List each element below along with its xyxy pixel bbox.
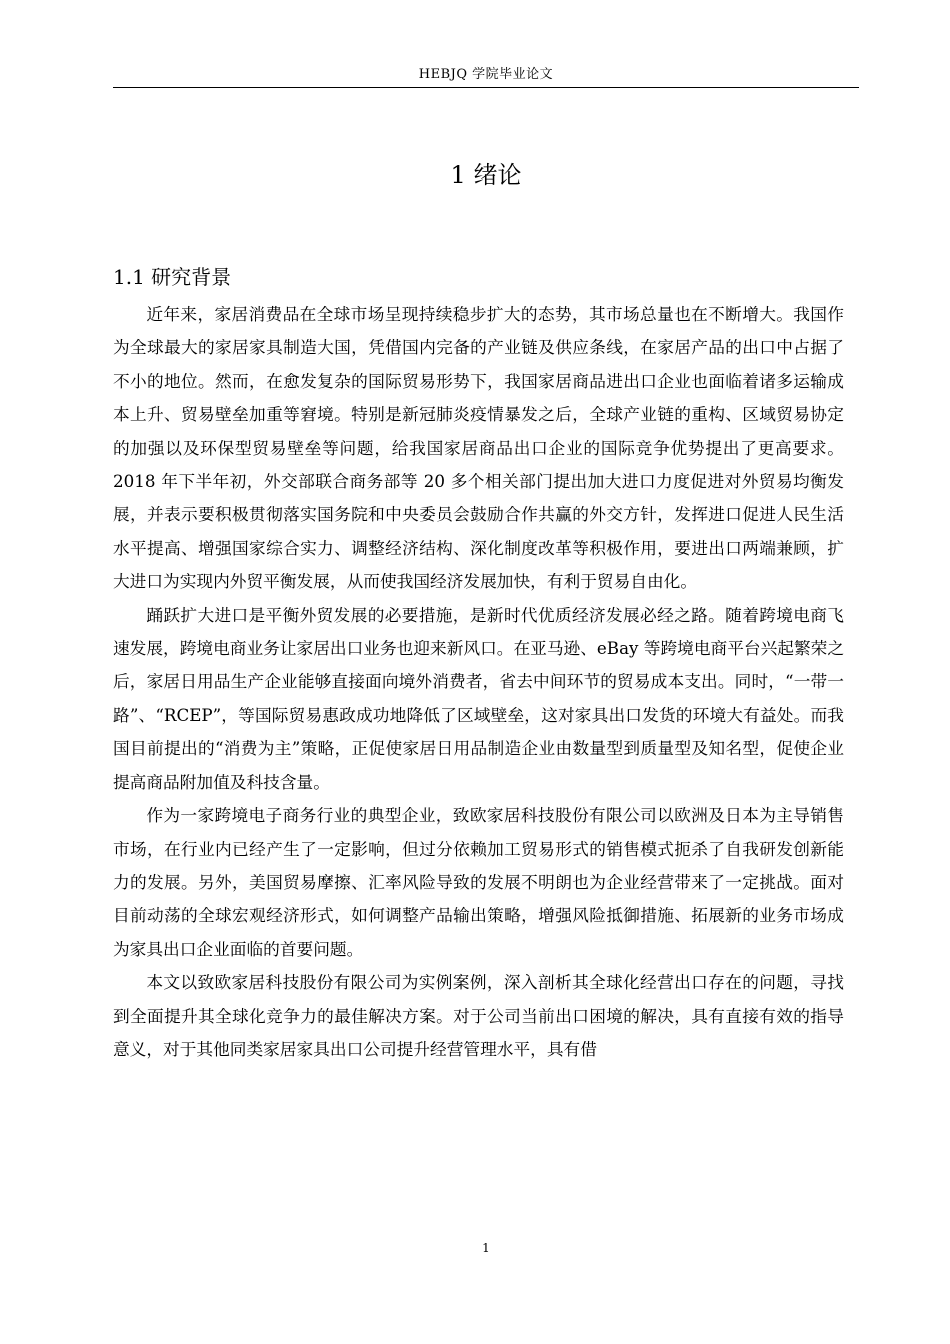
paragraph-3: 作为一家跨境电子商务行业的典型企业，致欧家居科技股份有限公司以欧洲及日本为主导销售市场，在行业内已经产生了一定影响，但过分依赖加工贸易形式的销售模式扼杀了自我研发创新能力的发展。另外，美国贸易摩擦、汇率风险导致的发展不明朗也为企业经营带来了一定挑战。面对目前动荡的全球宏观经济形式，如何调整产品输出策略，增强风险抵御措施、拓展新的业务市场成为家具出口企业面临的首要问题。 — [113, 805, 844, 959]
running-header: HEBJQ 学院毕业论文 — [418, 67, 554, 82]
page-number: 1 — [482, 1241, 490, 1255]
paragraph-1: 近年来，家居消费品在全球市场呈现持续稳步扩大的态势，其市场总量也在不断增大。我国作为全球最大的家居家具制造大国，凭借国内完备的产业链及供应条线，在家居产品的出口中占据了不小的地位。然而，在愈发复杂的国际贸易形势下，我国家居商品进出口企业也面临着诸多运输成本上升、贸易壁垒加重等窘境。特别是新冠肺炎疫情暴发之后，全球产业链的重构、区域贸易协定的加强以及环保型贸易壁垒等问题，给我国家居商品出口企业的国际竞争优势提出了更高要求。2018 年下半年初，外交部联合商务部等 20 多个相关部门提出加大进口力度促进对外贸易均衡发展，并表示要积极贯彻落实国务院和中央委员会鼓励合作共赢的外交方针，发挥进口促进人民生活水平提高、增强国家综合实力、调整经济结构、深化制度改革等积极作用，要进出口两端兼顾，扩大进口为实现内外贸平衡发展，从而使我国经济发展加快，有利于贸易自由化。 — [113, 304, 844, 592]
paragraph-2: 踊跃扩大进口是平衡外贸发展的必要措施，是新时代优质经济发展必经之路。随着跨境电商飞速发展，跨境电商业务让家居出口业务也迎来新风口。在亚马逊、eBay 等跨境电商平台兴起繁荣之后，家居日用品生产企业能够直接面向境外消费者，省去中间环节的贸易成本支出。同时，“一带一路”、“RCEP”，等国际贸易惠政成功地降低了区域壁垒，这对家具出口发货的环境大有益处。而我国目前提出的“消费为主”策略，正促使家居日用品制造企业由数量型到质量型及知名型，促使企业提高商品附加值及科技含量。 — [113, 604, 845, 792]
section-title: 1.1 研究背景 — [113, 265, 232, 289]
paragraph-4: 本文以致欧家居科技股份有限公司为实例案例，深入剖析其全球化经营出口存在的问题，寻找到全面提升其全球化竞争力的最佳解决方案。对于公司当前出口困境的解决，具有直接有效的指导意义，对于其他同类家居家具出口公司提升经营管理水平，具有借 — [113, 972, 844, 1059]
header-divider — [113, 87, 859, 88]
chapter-title: 1 绪论 — [450, 161, 522, 189]
body-text — [113, 298, 844, 1066]
